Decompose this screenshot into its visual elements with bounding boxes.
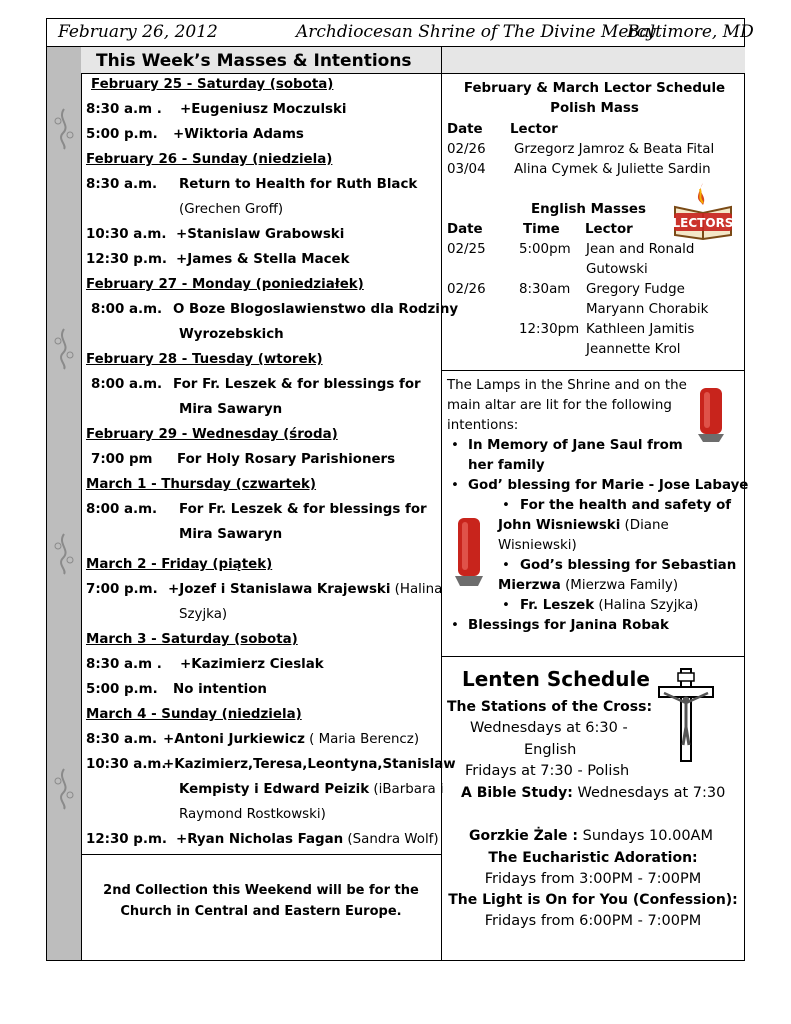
mass-row [86, 582, 443, 597]
lamp-requester: (Halina Szyjka) [594, 598, 699, 613]
bible-study-label: A Bible Study: [461, 785, 573, 801]
stations-language: English [524, 742, 577, 758]
bullet-icon: • [502, 558, 510, 573]
mass-time: 10:30 a.m. [86, 227, 167, 242]
mass-requester: (Halina [390, 582, 443, 597]
english-lector-lector: Kathleen Jamitis [586, 322, 695, 337]
shrine-name: Archdiocesan Shrine of The Divine Mercy [296, 22, 656, 42]
ornament-icon [49, 767, 79, 811]
day-label: March 1 - Thursday (czwartek) [86, 477, 317, 492]
mass-time: 8:30 a.m. [86, 177, 158, 192]
mass-day-heading [86, 707, 302, 722]
mass-day-heading [86, 632, 298, 647]
mass-intention: +Ryan Nicholas Fagan [176, 832, 344, 847]
mass-time: 8:00 a.m. [91, 302, 163, 317]
city-name: Baltimore, MD [627, 22, 754, 42]
mass-intention: Mira Sawaryn [179, 527, 283, 542]
adoration-label: The Eucharistic Adoration: [488, 850, 698, 866]
mass-time: 12:30 p.m. [86, 252, 167, 267]
lamps-intro: intentions: [447, 418, 519, 433]
lector-date: 03/04 [447, 162, 486, 177]
mass-row [86, 832, 439, 847]
bulletin-header [46, 18, 754, 47]
ornament-icon [49, 107, 79, 151]
english-lector-lector: Jean and Ronald [586, 242, 695, 257]
bullet-icon: • [502, 498, 510, 513]
mass-intention: +Kazimierz,Teresa,Leontyna,Stanislaw [163, 757, 456, 772]
lamp-intention: God’s blessing for Sebastian [520, 558, 737, 573]
mass-time: 8:30 a.m . [86, 102, 162, 117]
confession-time: Fridays from 6:00PM - 7:00PM [484, 913, 702, 929]
adoration-time: Fridays from 3:00PM - 7:00PM [484, 871, 702, 887]
mass-intention: +Antoni Jurkiewicz [163, 732, 305, 747]
mass-row [91, 302, 459, 317]
mass-time: 5:00 p.m. [86, 682, 158, 697]
lamp-intention: God’ blessing for Marie - Jose Labaye [468, 478, 749, 493]
gorzkie-zale-label: Gorzkie Żale : [469, 828, 579, 844]
lamps-divider [441, 656, 745, 657]
mass-row [91, 452, 396, 467]
stations-label: The Stations of the Cross: [447, 699, 653, 715]
bullet-icon: • [451, 618, 459, 633]
english-lector-lector: Maryann Chorabik [586, 302, 709, 317]
lector-header: Lector [510, 122, 558, 137]
day-label: February 25 - Saturday (sobota) [91, 77, 334, 92]
mass-intention: (Grechen Groff) [179, 202, 284, 217]
day-label: March 3 - Saturday (sobota) [86, 632, 298, 647]
mass-intention: +Stanislaw Grabowski [176, 227, 345, 242]
mass-day-heading [91, 77, 333, 92]
lamp-intention: her family [468, 458, 545, 473]
mass-intention: +Jozef i Stanislawa Krajewski [168, 582, 391, 597]
mass-intention: No intention [173, 682, 267, 697]
lamp-intention: Blessings for Janina Robak [468, 618, 669, 633]
day-label: March 2 - Friday (piątek) [86, 557, 273, 572]
candle-lamp-icon [452, 516, 486, 588]
english-lector-lector: Jeannette Krol [586, 342, 681, 357]
mass-row [86, 227, 345, 242]
mass-row [86, 177, 418, 192]
ornament-icon [49, 327, 79, 371]
english-lector-time: 5:00pm [519, 242, 571, 257]
mass-intention: +Eugeniusz Moczulski [180, 102, 347, 117]
candle-lamp-icon [695, 386, 727, 444]
mass-day-heading [86, 557, 272, 572]
lamp-requester: (Mierzwa Family) [560, 578, 679, 593]
stations-time: Wednesdays at 6:30 - [470, 720, 628, 736]
lamp-intention: Fr. Leszek [520, 598, 595, 613]
lector-name: Grzegorz Jamroz & Beata Fital [514, 142, 715, 157]
mass-intention: Kempisty i Edward Peizik [179, 782, 370, 797]
bullet-icon: • [451, 478, 459, 493]
mass-intention: For Holy Rosary Parishioners [177, 452, 396, 467]
day-label: February 28 - Tuesday (wtorek) [86, 352, 323, 367]
mass-intention: +Wiktoria Adams [173, 127, 304, 142]
bullet-icon: • [451, 438, 459, 453]
confession-label: The Light is On for You (Confession): [448, 892, 738, 908]
mass-intention: For Fr. Leszek & for blessings for [179, 502, 427, 517]
lector-date: 02/26 [447, 142, 486, 157]
bible-study-time: Wednesdays at 7:30 [572, 785, 726, 801]
mass-row [86, 657, 324, 672]
collection-line: 2nd Collection this Weekend will be for the [103, 883, 419, 898]
mass-time: 5:00 p.m. [86, 127, 158, 142]
right-heading-bar [441, 47, 745, 74]
mass-intention: For Fr. Leszek & for blessings for [173, 377, 421, 392]
mass-row [86, 102, 347, 117]
mass-requester: ( Maria Berencz) [304, 732, 420, 747]
english-lector-lector: Gregory Fudge [586, 282, 685, 297]
mass-intention: Raymond Rostkowski) [179, 807, 326, 822]
mass-time: 8:30 a.m. [86, 732, 158, 747]
masses-title: This Week’s Masses & Intentions [96, 51, 412, 71]
mass-intention: Szyjka) [179, 607, 228, 622]
lectors-book-icon [672, 179, 734, 241]
lector-name: Alina Cymek & Juliette Sardin [514, 162, 711, 177]
lamp-intention: For the health and safety of [520, 498, 732, 513]
column-divider [441, 47, 442, 960]
lectors-divider [441, 370, 745, 371]
ornament-icon [49, 532, 79, 576]
time-header: Time [523, 222, 560, 237]
mass-time: 8:00 a.m. [91, 377, 163, 392]
english-lector-time: 8:30am [519, 282, 571, 297]
lamp-requester: Wisniewski) [498, 538, 577, 553]
mass-intention: +James & Stella Macek [176, 252, 350, 267]
mass-day-heading [86, 352, 323, 367]
mass-row [86, 757, 456, 772]
mass-time: 7:00 pm [91, 452, 153, 467]
day-label: February 27 - Monday (poniedziałek) [86, 277, 364, 292]
mass-requester: (iBarbara i [369, 782, 444, 797]
date-header: Date [447, 122, 483, 137]
mass-day-heading [86, 152, 332, 167]
collection-note [81, 880, 441, 922]
mass-row [86, 252, 350, 267]
mass-day-heading [86, 427, 338, 442]
mass-row [86, 682, 267, 697]
english-lector-lector: Gutowski [586, 262, 648, 277]
mass-time: 12:30 p.m. [86, 832, 167, 847]
lenten-title: Lenten Schedule [462, 667, 650, 691]
crucifix-icon [656, 667, 716, 763]
lamps-intro: The Lamps in the Shrine and on the [447, 378, 687, 393]
english-lector-date: 02/26 [447, 282, 486, 297]
lamp-intention: John Wisniewski [498, 518, 621, 533]
mass-intention: Return to Health for Ruth Black [179, 177, 418, 192]
mass-time: 10:30 a.m. [86, 757, 167, 772]
decorative-sidebar [47, 47, 82, 960]
lector-header: Lector [585, 222, 633, 237]
lector-title: February & March Lector Schedule [463, 81, 726, 96]
mass-intention: Wyrozebskich [179, 327, 284, 342]
lamp-requester: (Diane [620, 518, 669, 533]
mass-row [86, 502, 427, 517]
lamp-intention: In Memory of Jane Saul from [468, 438, 683, 453]
mass-time: 7:00 p.m. [86, 582, 158, 597]
collection-line: Church in Central and Eastern Europe. [120, 904, 402, 919]
mass-intention: Mira Sawaryn [179, 402, 283, 417]
mass-row [86, 732, 420, 747]
mass-row [86, 127, 304, 142]
mass-time: 8:00 a.m. [86, 502, 158, 517]
svg-text:LECTORS: LECTORS [672, 216, 734, 230]
day-label: February 26 - Sunday (niedziela) [86, 152, 333, 167]
lamp-intention: Mierzwa [498, 578, 561, 593]
mass-intention: O Boze Blogoslawienstwo dla Rodziny [173, 302, 459, 317]
english-lector-time: 12:30pm [519, 322, 580, 337]
day-label: March 4 - Sunday (niedziela) [86, 707, 302, 722]
mass-requester: (Sandra Wolf) [343, 832, 439, 847]
date-header: Date [447, 222, 483, 237]
bullet-icon: • [502, 598, 510, 613]
lamps-intro: main altar are lit for the following [447, 398, 672, 413]
mass-row [91, 377, 421, 392]
stations-time: Fridays at 7:30 - Polish [465, 763, 630, 779]
english-lector-date: 02/25 [447, 242, 486, 257]
bulletin-date: February 26, 2012 [58, 22, 218, 42]
day-label: February 29 - Wednesday (środa) [86, 427, 338, 442]
mass-intention: +Kazimierz Cieslak [180, 657, 324, 672]
english-masses-title: English Masses [531, 202, 646, 217]
mass-time: 8:30 a.m . [86, 657, 162, 672]
mass-day-heading [86, 277, 364, 292]
gorzkie-zale-time: Sundays 10.00AM [578, 828, 713, 844]
mass-day-heading [86, 477, 316, 492]
lector-subtitle: Polish Mass [550, 101, 639, 116]
collection-divider [81, 854, 441, 855]
